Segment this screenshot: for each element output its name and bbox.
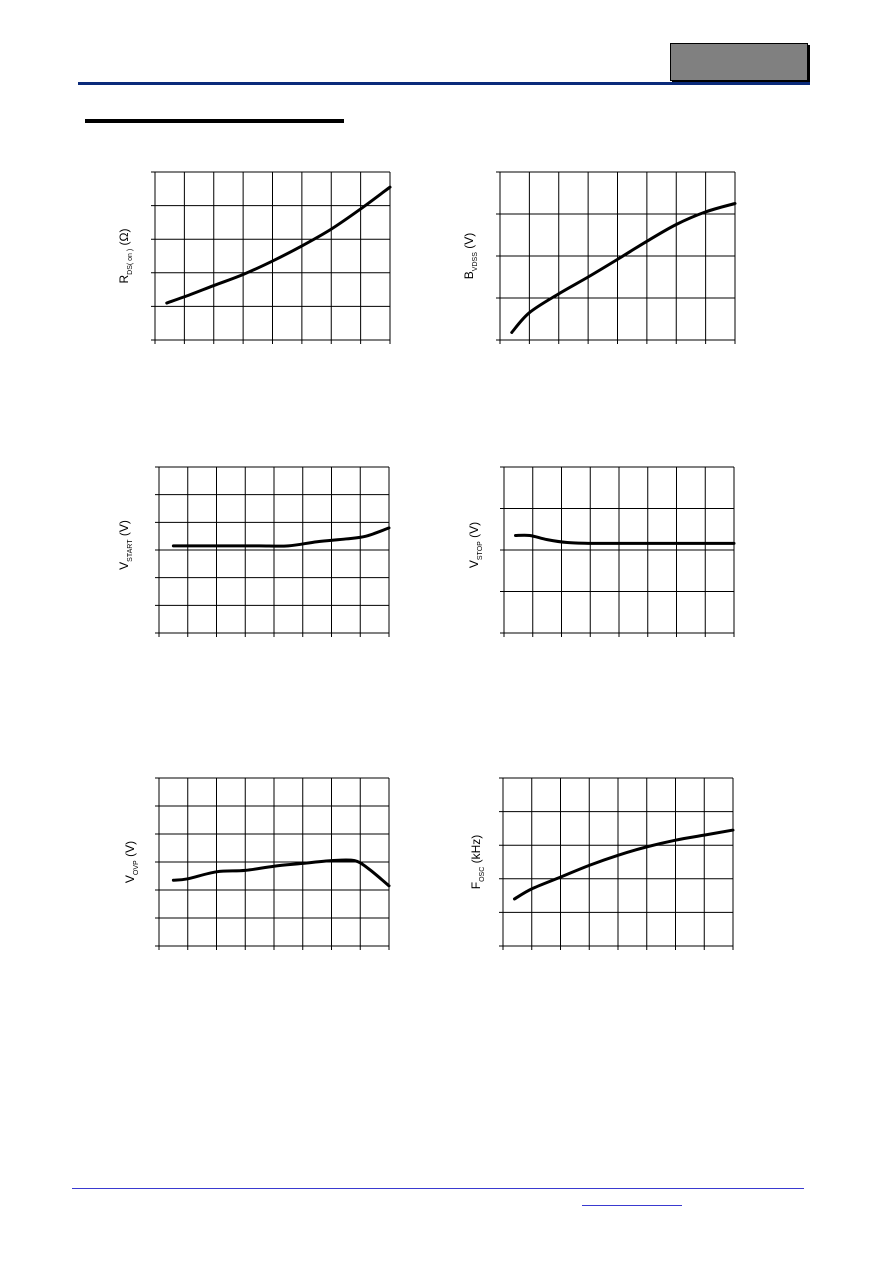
series-line — [516, 535, 735, 543]
y-axis-label-main: F — [469, 881, 483, 890]
chart-fosc — [448, 770, 743, 955]
y-axis-label-main: B — [462, 271, 476, 280]
header-rule — [78, 82, 810, 85]
y-axis-label-unit: (V) — [117, 520, 131, 540]
footer-link[interactable] — [582, 1205, 682, 1206]
series-line — [515, 830, 734, 899]
y-axis-label — [462, 233, 479, 279]
y-axis-label-sub: START — [127, 539, 134, 562]
y-axis-label-sub: OSC — [479, 866, 486, 882]
y-axis-label-unit: (V) — [123, 840, 137, 861]
y-axis-label-unit: (kHz) — [469, 834, 483, 867]
plot-area — [500, 467, 734, 637]
y-axis-label — [117, 228, 134, 283]
y-axis-label-unit: (V) — [467, 521, 481, 542]
chart-bvdss — [448, 165, 743, 350]
y-axis-label-sub: DS( on ) — [127, 248, 134, 275]
header-title-box — [670, 43, 808, 81]
series-line — [512, 204, 735, 333]
y-axis-label — [117, 520, 134, 570]
series-line — [173, 860, 389, 886]
series-line — [173, 528, 389, 546]
y-axis-label-sub: OVP — [133, 860, 140, 876]
plot-area — [499, 778, 733, 950]
chart-vovp — [110, 770, 400, 955]
series-line — [167, 187, 390, 303]
y-axis-label-main: V — [123, 875, 137, 884]
plot-area — [151, 172, 390, 344]
y-axis-label-main: V — [467, 560, 481, 569]
y-axis-label-main: R — [117, 274, 131, 284]
chart-vstop — [448, 460, 743, 640]
y-axis-label-sub: STOP — [477, 541, 484, 561]
y-axis-label-sub: VDSS — [472, 252, 479, 272]
section-heading-bar — [85, 119, 344, 123]
y-axis-label — [469, 835, 486, 890]
plot-area — [155, 778, 389, 950]
footer-rule — [72, 1188, 804, 1189]
y-axis-label — [467, 522, 484, 568]
chart-vstart — [110, 460, 400, 640]
plot-area — [496, 172, 735, 344]
plot-area — [155, 467, 389, 637]
y-axis-label — [123, 841, 140, 883]
y-axis-label-unit: (V) — [462, 232, 476, 253]
chart-rds-on — [110, 165, 400, 350]
y-axis-label-main: V — [117, 561, 131, 570]
y-axis-label-unit: (Ω) — [117, 228, 131, 249]
